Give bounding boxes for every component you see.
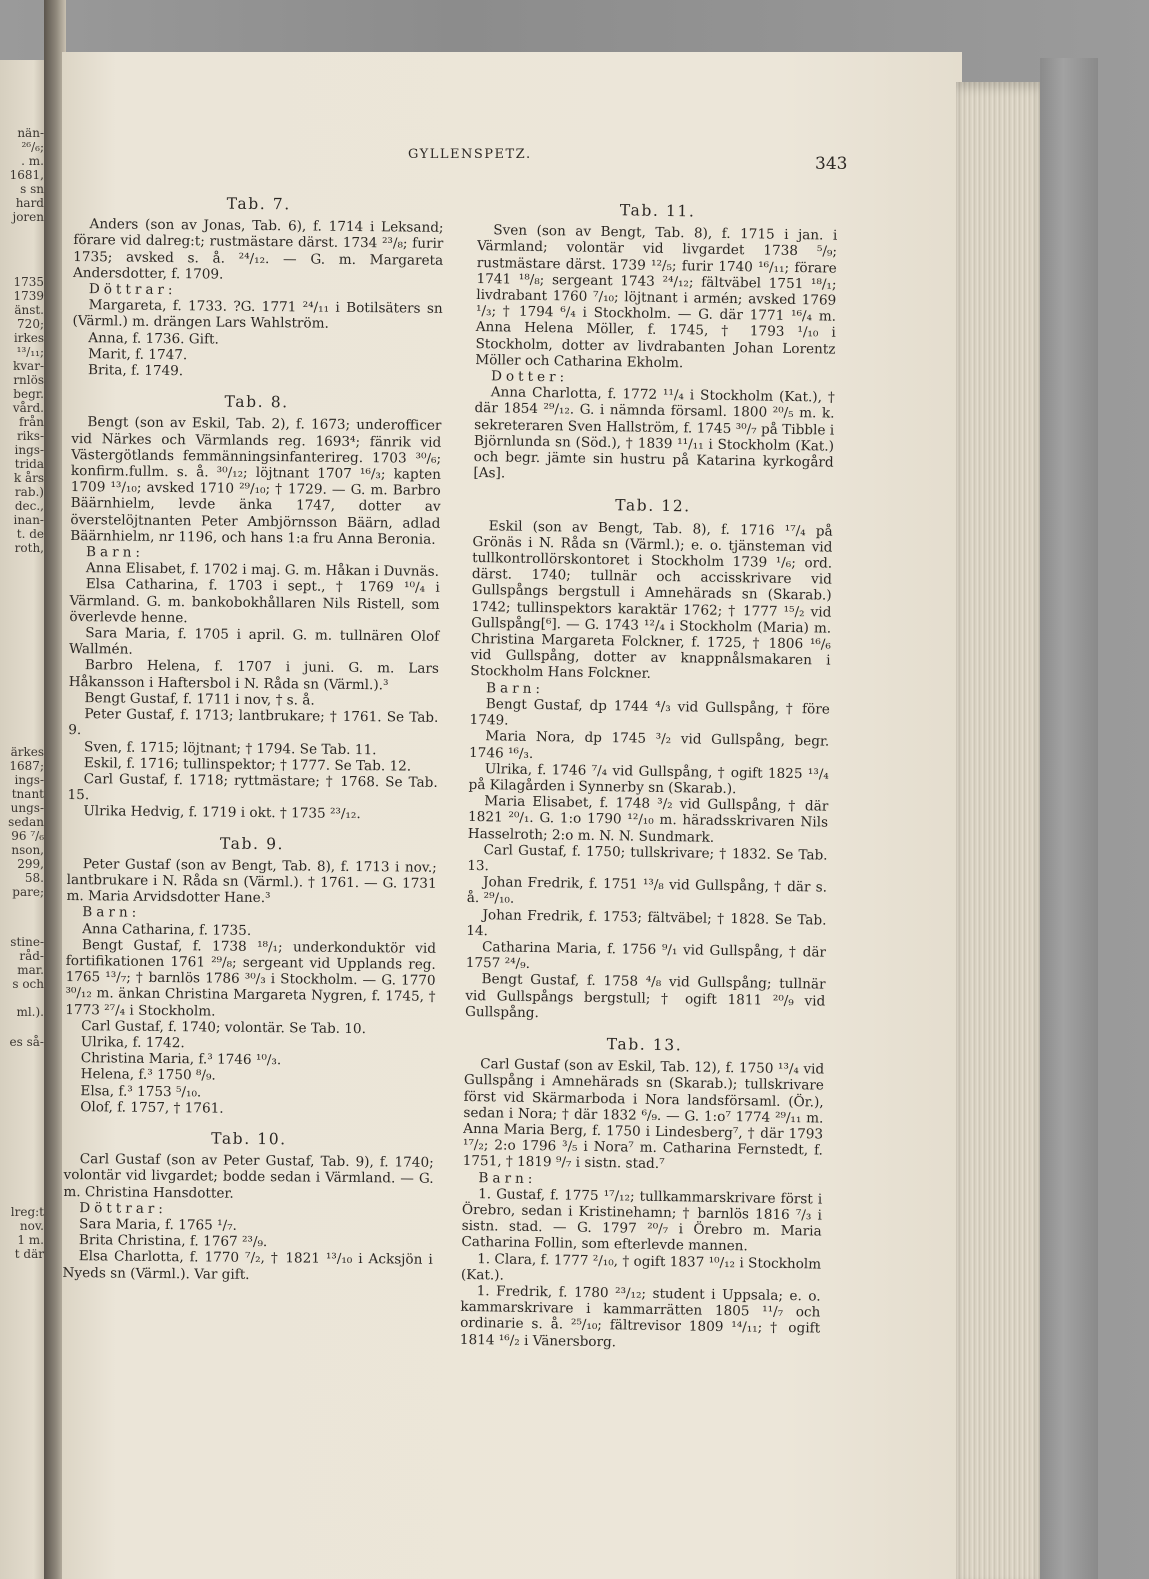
genealogy-entry: Olof, f. 1757, † 1761.: [80, 1098, 224, 1117]
genealogy-entry: Brita, f. 1749.: [87, 362, 184, 380]
left-page-fragment: begr.: [13, 387, 44, 401]
genealogy-entry: Carl Gustaf (son av Peter Gustaf, Tab. 9), f. 1740; volontär vid livgardet; bodde sedan i Värmland. — G. m. Christina Hansdotter.: [63, 1151, 434, 1202]
left-page-fragment: stine-: [10, 935, 44, 949]
genealogy-entry: Elsa Catharina, f. 1703 i sept., † 1769 ¹⁰/₄ i Värmland. G. m. bankobokhållaren Nils Ristell, som överlevde henne.: [69, 576, 440, 627]
genealogy-entry: Elsa, f.³ 1753 ⁵/₁₀.: [80, 1082, 202, 1100]
genealogy-entry: Eskil, f. 1716; tullinspektor; † 1777. Se Tab. 12.: [83, 754, 412, 775]
left-page-fragment: t. de: [16, 527, 44, 541]
genealogy-entry: Marit, f. 1747.: [88, 345, 188, 364]
left-page-fragment: rab.): [14, 485, 44, 499]
genealogy-entry: 1. Clara, f. 1777 ²/₁₀, † ogift 1837 ¹⁰/₁₂ i Stockholm (Kat.).: [460, 1250, 822, 1284]
left-page-fragment: 299,: [17, 857, 44, 871]
page-number: 343: [815, 154, 848, 174]
table-heading: Tab. 11.: [619, 201, 696, 221]
table-heading: Tab. 13.: [606, 1035, 683, 1055]
left-page-fragment: ings-: [14, 773, 44, 787]
genealogy-entry: Anna, f. 1736. Gift.: [88, 329, 219, 348]
left-page-fragment: 1 m.: [17, 1233, 44, 1247]
genealogy-entry: Elsa Charlotta, f. 1770 ⁷/₂, † 1821 ¹³/₁₀ i Acksjön i Nyeds sn (Värml.). Var gift.: [62, 1248, 433, 1283]
genealogy-entry: Sara Maria, f. 1765 ¹/₇.: [78, 1216, 238, 1234]
table-heading: Tab. 8.: [224, 392, 289, 412]
genealogy-entry: Sara Maria, f. 1705 i april. G. m. tullnären Olof Wallmén.: [69, 625, 440, 658]
children-label: Barn:: [82, 904, 141, 922]
left-page-fragment: ²⁶/₆;: [21, 140, 44, 154]
left-page-fragment: s och: [12, 977, 44, 991]
children-label: Döttrar:: [79, 1199, 168, 1217]
genealogy-entry: 1. Gustaf, f. 1775 ¹⁷/₁₂; tullkammarskrivare först i Örebro, sedan i Kristinehamn; † barnlös 1816 ⁷/₃ i sistn. stad. — G. 1797 ²⁰/₇ i Örebro m. Maria Catharina Follin, som efterlevde mannen.: [461, 1185, 823, 1255]
genealogy-entry: Carl Gustaf, f. 1740; volontär. Se Tab. 10.: [81, 1017, 367, 1037]
genealogy-entry: Bengt Gustaf, f. 1711 i nov, † s. å.: [84, 690, 315, 709]
genealogy-entry: Peter Gustaf, f. 1713; lantbrukare; † 1761. Se Tab. 9.: [68, 706, 439, 739]
genealogy-entry: Johan Fredrik, f. 1751 ¹³/₈ vid Gullspång, † där s. å. ²⁹/₁₀.: [466, 874, 828, 907]
genealogy-entry: Brita Christina, f. 1767 ²³/₉.: [78, 1232, 268, 1251]
left-page-fragment: ärkes: [10, 745, 44, 759]
genealogy-entry: Ulrika, f. 1742.: [80, 1034, 185, 1052]
children-label: Barn:: [86, 544, 145, 561]
genealogy-entry: Ulrika, f. 1746 ⁷/₄ vid Gullspång, † ogift 1825 ¹³/₄ på Kilagården i Synnerby sn (Skarab.).: [468, 760, 829, 798]
genealogy-entry: Carl Gustaf, f. 1718; ryttmästare; † 1768. Se Tab. 15.: [67, 771, 438, 804]
genealogy-entry: Carl Gustaf (son av Eskil, Tab. 12), f. 1750 ¹³/₄ vid Gullspång i Amnehärads sn (Skarab.); tullskrivare först vid Skärmarboda i Nora landsförsaml. (Ör.), sedan i Nora; † där 1832 ⁶/₉. — G. 1:o⁷ 1774 ²⁹/₁₁ m. Anna Maria Berg, f. 1750 i Lindesberg⁷, † där 1793 ¹⁷/₂; 2:o 1796 ³/₅ i Nora⁷ m. Catharina Fernstedt, f. 1751, † 1819 ⁹/₇ i sistn. stad.⁷: [462, 1056, 825, 1173]
genealogy-entry: Margareta, f. 1733. ?G. 1771 ²⁴/₁₁ i Botilsäters sn (Värml.) m. drängen Lars Wahlström.: [72, 297, 443, 333]
page-edges: [956, 82, 1040, 1579]
left-page-fragment: 1739: [13, 289, 44, 303]
left-page-fragment: 96 ⁷/₆: [11, 829, 44, 843]
left-page-fragment: trida: [14, 457, 44, 471]
left-page-fragment: 1735: [13, 275, 44, 289]
genealogy-entry: Eskil (son av Bengt, Tab. 8), f. 1716 ¹⁷/₄ på Grönäs i N. Råda sn (Värml.); e. o. tjänsteman vid tullkontrollörskontoret i Stockholm 1739 ¹/₆; ord. därst. 1740; tullnär och accisskrivare vid Gullspångs bergstull i Amnehärads sn (Skarab.) 1742; tullinspektors karaktär 1762; † 1777 ¹⁵/₂ vid Gullspång[⁶]. — G. 1743 ¹²/₄ i Stockholm (Maria) m. Christina Margareta Folckner, f. 1725, † 1806 ¹⁶/₆ vid Gullspång, dotter av knappnålsmakaren i Stockholm Hans Folckner.: [470, 517, 833, 683]
left-page-fragment: ungs-: [10, 801, 44, 815]
table-heading: Tab. 7.: [226, 194, 291, 214]
children-label: Dotter:: [490, 368, 569, 386]
genealogy-entry: Anna Charlotta, f. 1772 ¹¹/₄ i Stockholm (Kat.), † där 1854 ²⁹/₁₂. G. i nämnda församl. 1800 ²⁰/₅ m. k. sekreteraren Sven Hallström, f. 1745 ³⁰/₇ på Tibble i Björnlunda sn (Söd.), † 1839 ¹¹/₁₁ i Stockholm (Kat.) och begr. jämte sin hustru på Katarina kyrkogård [As].: [473, 384, 835, 482]
running-title: GYLLENSPETZ.: [408, 147, 532, 162]
genealogy-entry: Maria Elisabet, f. 1748 ³/₂ vid Gullspång, † där 1821 ²⁰/₁. G. 1:o 1790 ¹²/₁₀ m. häradsskrivaren Nils Hasselroth; 2:o m. N. N. Sundmark.: [467, 793, 829, 846]
children-label: Barn:: [485, 679, 545, 697]
genealogy-entry: Bengt Gustaf, f. 1758 ⁴/₈ vid Gullspång; tullnär vid Gullspångs bergstull; † ogift 1811 ²⁰/₉ vid Gullspång.: [464, 971, 826, 1021]
left-page-fragment: 1681,: [9, 168, 44, 182]
left-page-fragment: pare;: [12, 885, 44, 899]
left-page-fragment: ml.).: [16, 1005, 44, 1019]
left-page-fragment: hard: [15, 196, 44, 210]
genealogy-entry: Sven (son av Bengt, Tab. 8), f. 1715 i jan. i Värmland; volontär vid livgardet 1738 ⁵/₉; rustmästare därst. 1739 ¹²/₅; furir 1740 ¹⁶/₁₁; förare 1741 ¹⁸/₈; sergeant 1743 ²⁴/₁₂; fältväbel 1751 ¹⁸/₁; livdrabant 1760 ⁷/₁₀; löjtnant i armén; avsked 1769 ¹/₃; † 1794 ⁶/₄ i Stockholm. — G. där 1771 ¹⁶/₄ m. Anna Helena Möller, f. 1745, † 1793 ¹/₁₀ i Stockholm, dotter av livdrabanten Johan Lorentz Möller och Catharina Ekholm.: [475, 222, 838, 372]
left-page-fragment: es så-: [9, 1035, 44, 1049]
genealogy-entry: Ulrika Hedvig, f. 1719 i okt. † 1735 ²³/₁₂.: [83, 803, 361, 823]
left-page-fragment: 1687;: [9, 759, 44, 773]
left-page-fragment: t där: [14, 1247, 44, 1261]
genealogy-entry: Bengt Gustaf, f. 1738 ¹⁸/₁; underkonduktör vid fortifikationen 1761 ²⁹/₈; sergeant vid Upplands reg. 1765 ¹³/₇; † barnlös 1786 ³⁰/₃ i Stockholm. — G. 1770 ³⁰/₁₂ m. änkan Christina Margareta Nygren, f. 1745, † 1773 ²⁷/₄ i Stockholm.: [65, 936, 437, 1020]
genealogy-entry: Maria Nora, dp 1745 ³/₂ vid Gullspång, begr. 1746 ¹⁶/₃.: [468, 728, 830, 762]
left-page-fragment: joren: [12, 210, 44, 224]
left-page-fragment: vård.: [12, 401, 44, 415]
genealogy-entry: Peter Gustaf (son av Bengt, Tab. 8), f. 1713 i nov.; lantbrukare i N. Råda sn (Värml.). † 1761. — G. 1731 m. Maria Arvidsdotter Hane.³: [66, 855, 437, 907]
children-label: Barn:: [478, 1169, 537, 1187]
left-page-fragment: sedan: [8, 815, 44, 829]
genealogy-entry: Helena, f.³ 1750 ⁸/₉.: [80, 1066, 216, 1084]
genealogy-entry: 1. Fredrik, f. 1780 ²³/₁₂; student i Uppsala; e. o. kammarskrivare i kammarrätten 1805 ¹¹/₇ och ordinarie s. å. ²⁵/₁₀; fältrevisor 1809 ¹⁴/₁₁; † ogift 1814 ¹⁶/₂ i Vänersborg.: [459, 1283, 821, 1350]
left-text-column: [62, 180, 444, 1285]
genealogy-entry: Anna Elisabet, f. 1702 i maj. G. m. Håkan i Duvnäs.: [85, 560, 440, 581]
table-heading: Tab. 12.: [615, 496, 691, 516]
left-page-fragment: 58.: [24, 871, 44, 885]
left-page-fragment: . m.: [21, 154, 44, 168]
genealogy-entry: Anders (son av Jonas, Tab. 6), f. 1714 i Leksand; förare vid dalreg:t; rustmästare därst. 1734 ²³/₈; furir 1735; avsked s. å. ²⁴/₁₂. — G. m. Margareta Andersdotter, f. 1709.: [72, 216, 444, 283]
left-page-fragment: ings-: [14, 443, 44, 457]
genealogy-entry: Johan Fredrik, f. 1753; fältväbel; † 1828. Se Tab. 14.: [466, 906, 827, 939]
genealogy-entry: Catharina Maria, f. 1756 ⁹/₁ vid Gullspång, † där 1757 ²⁴/₉.: [465, 939, 827, 973]
left-page-fragment: ¹³/₁₁;: [16, 345, 44, 359]
left-page-fragment: tnant: [11, 787, 44, 801]
left-page-fragment: irkes: [13, 331, 44, 345]
left-page-fragment: s sn: [20, 182, 44, 196]
left-page-fragment: nson,: [11, 843, 44, 857]
left-page-fragment: k års: [13, 471, 44, 485]
genealogy-entry: Carl Gustaf, f. 1750; tullskrivare; † 1832. Se Tab. 13.: [467, 841, 828, 875]
genealogy-entry: Barbro Helena, f. 1707 i juni. G. m. Lars Håkansson i Haftersbol i N. Råda sn (Värml.).³: [68, 657, 439, 694]
genealogy-entry: Sven, f. 1715; löjtnant; † 1794. Se Tab. 11.: [83, 738, 377, 758]
left-page-fragment: 720;: [17, 317, 44, 331]
left-page-fragment: inan-: [13, 513, 44, 527]
left-page-fragment: kvar-: [13, 359, 44, 373]
left-page-fragment: lreg:t: [10, 1205, 44, 1219]
left-page-fragment: råd-: [19, 949, 44, 963]
left-page-fragment: änst.: [14, 303, 44, 317]
left-page-fragment: riks-: [16, 429, 44, 443]
left-page-fragment: rnlös: [13, 373, 44, 387]
left-page-fragment: dec.,: [14, 499, 44, 513]
left-page-fragment: nän-: [17, 126, 44, 140]
left-page-fragment: roth,: [14, 541, 44, 555]
genealogy-entry: Christina Maria, f.³ 1746 ¹⁰/₃.: [80, 1050, 282, 1069]
table-heading: Tab. 9.: [219, 834, 285, 853]
genealogy-entry: Bengt (son av Eskil, Tab. 2), f. 1673; underofficer vid Närkes och Värmlands reg. 1693⁴; fänrik vid Västergötlands femmänningsinfanterireg. 1703 ³⁰/₆; konfirm.fullm. s. å. ³⁰/₁₂; löjtnant 1707 ¹⁶/₃; kapten 1709 ¹³/₁₀; avsked 1710 ²⁹/₁₀; † 1729. — G. m. Barbro Bäärnhielm, levde änka 1747, dotter av överstelöjtnanten Peter Ambjörnsson Bäärn, adlad Bäärnhielm, nr 1196, och hans 1:a fru Anna Beronia.: [70, 414, 442, 548]
genealogy-entry: Anna Catharina, f. 1735.: [82, 920, 252, 939]
left-page-edge: [0, 60, 48, 1579]
left-page-fragment: mar.: [17, 963, 44, 977]
book-cover-edge: [1040, 58, 1098, 1579]
table-heading: Tab. 10.: [211, 1129, 287, 1149]
left-page-fragment: från: [18, 415, 44, 429]
right-text-column: [460, 186, 838, 1353]
children-label: Döttrar:: [88, 281, 177, 299]
genealogy-entry: Bengt Gustaf, dp 1744 ⁴/₃ vid Gullspång, † före 1749.: [469, 696, 830, 729]
left-page-fragment: nov.: [19, 1219, 44, 1233]
